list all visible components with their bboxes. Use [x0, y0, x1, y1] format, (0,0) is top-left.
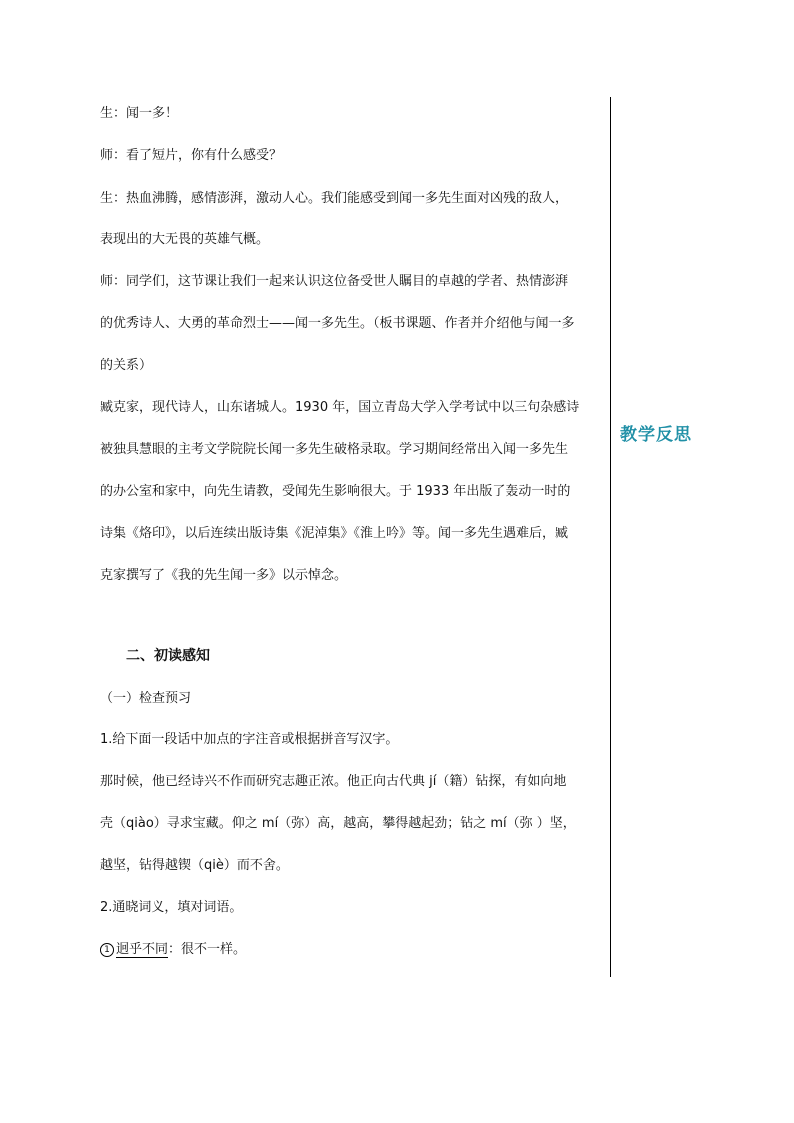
reflection-title: 教学反思: [620, 425, 692, 445]
paragraph-line: 诗集《烙印》，以后连续出版诗集《泥淖集》《淮上吟》等。闻一多先生遇难后，臧: [100, 526, 569, 541]
paragraph-line: 生：热血沸腾，感情澎湃，激动人心。我们能感受到闻一多先生面对凶残的敌人，: [100, 191, 569, 206]
vocab-term: 迥乎不同: [116, 942, 169, 957]
question-1-text-line: 壳（qiào）寻求宝藏。仰之 mí（弥）高，越高，攀得越起劲；钻之 mí（弥 ）坚，: [100, 816, 576, 831]
paragraph-line: 被独具慧眼的主考文学院院长闻一多先生破格录取。学习期间经常出入闻一多先生: [100, 442, 569, 457]
question-2-title: 2.通晓词义，填对词语。: [100, 900, 243, 915]
paragraph-line: 的办公室和家中，向先生请教，受闻先生影响很大。于 1933 年出版了轰动一时的: [100, 484, 571, 499]
question-1-title: 1.给下面一段话中加点的字注音或根据拼音写汉字。: [100, 732, 399, 747]
column-divider: [610, 97, 611, 977]
paragraph-line: 表现出的大无畏的英雄气概。: [100, 232, 270, 247]
paragraph-line: 的关系）: [100, 358, 153, 373]
circled-number-marker: 1: [100, 943, 114, 957]
paragraph-line: 的优秀诗人、大勇的革命烈士——闻一多先生。（板书课题、作者并介绍他与闻一多: [100, 316, 575, 331]
section-heading: 二、初读感知: [126, 648, 210, 664]
question-2-item: [100, 940, 246, 960]
question-1-text-line: 那时候，他已经诗兴不作而研究志趣正浓。他正向古代典 jí（籍）钻探，有如向地: [100, 774, 567, 789]
paragraph-line: 克家撰写了《我的先生闻一多》以示悼念。: [100, 568, 348, 583]
paragraph-line: 师：同学们，这节课让我们一起来认识这位备受世人瞩目的卓越的学者、热情澎湃: [100, 274, 569, 289]
paragraph-line: 生：闻一多！: [100, 106, 179, 121]
paragraph-line: 臧克家，现代诗人，山东诸城人。1930 年，国立青岛大学入学考试中以三句杂感诗: [100, 400, 580, 415]
question-1-text-line: 越坚，钻得越锲（qiè）而不舍。: [100, 858, 289, 873]
paragraph-line: 师：看了短片，你有什么感受？: [100, 148, 283, 163]
sub-heading: （一）检查预习: [100, 691, 192, 706]
vocab-definition: ：很不一样。: [168, 942, 247, 957]
